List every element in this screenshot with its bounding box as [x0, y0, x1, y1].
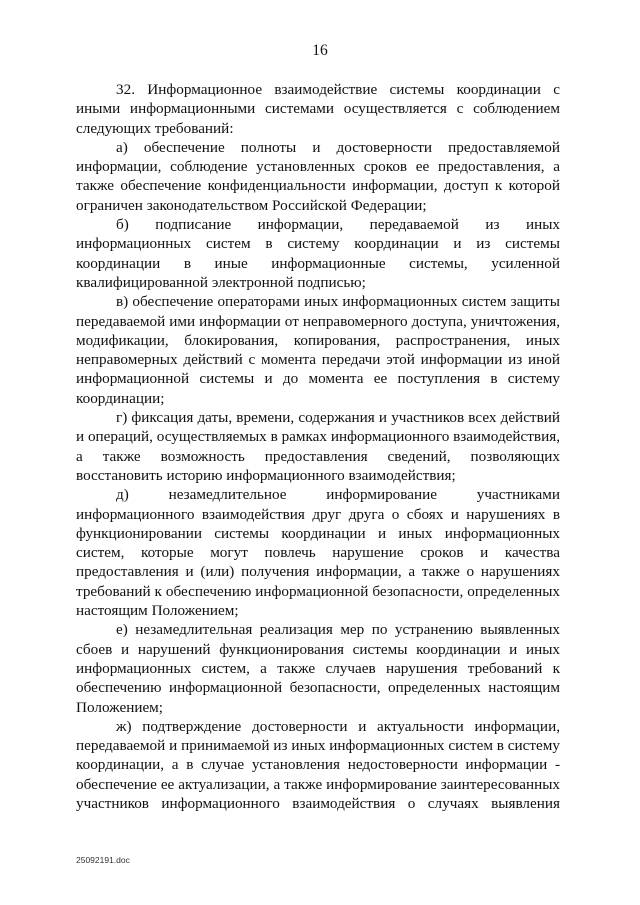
paragraph-a: а) обеспечение полноты и достоверности предоставляемой информации, соблюдение установленных сроков ее предоставления, а также обеспечение конфиденциальности информации, доступ к которой ограничен законодательством Российской Федерации; [76, 138, 560, 214]
paragraph-e: е) незамедлительная реализация мер по устранению выявленных сбоев и нарушений функционирования системы координации и иных информационных систем, а также случаев нарушения требований к обеспечению информационной безопасности, определенных настоящим Положением; [76, 621, 560, 716]
page-number: 16 [312, 42, 328, 59]
paragraph-d: д) незамедлительное информирование участниками информационного взаимодействия друг друга о сбоях и нарушениях в функционировании системы координации и иных информационных систем, которые могут повлечь нарушение сроков и качества предоставления и (или) получения информации, а также о нарушениях требований к обеспечению информационной безопасности, определенных настоящим Положением; [76, 486, 560, 620]
paragraph-g: г) фиксация даты, времени, содержания и участников всех действий и операций, осуществляемых в рамках информационного взаимодействия, а также возможность предоставления сведений, позволяющих восстановить историю информационного взаимодействия; [76, 409, 560, 484]
paragraph-b: б) подписание информации, передаваемой из иных информационных систем в систему координации и из системы координации в иные информационные системы, усиленной квалифицированной электронной подписью; [76, 216, 560, 291]
paragraph-v: в) обеспечение операторами иных информационных систем защиты передаваемой ими информации от неправомерного доступа, уничтожения, модификации, блокирования, копирования, распространения, иных неправомерных действий с момента передачи этой информации из иной информационной системы и до момента ее поступления в систему координации; [76, 293, 560, 407]
paragraph-32: 32. Информационное взаимодействие системы координации с иными информационными системами осуществляется с соблюдением следующих требований: [76, 81, 560, 137]
document-filename: 25092191.doc [76, 855, 130, 865]
paragraph-zh: ж) подтверждение достоверности и актуальности информации, передаваемой и принимаемой из иных информационных систем в систему координации, а в случае установления недостоверности информации - обеспечение ее актуализации, а также информирование заинтересованных участников информационного взаимодействия о случаях выявления [76, 717, 560, 812]
document-body [76, 80, 560, 813]
